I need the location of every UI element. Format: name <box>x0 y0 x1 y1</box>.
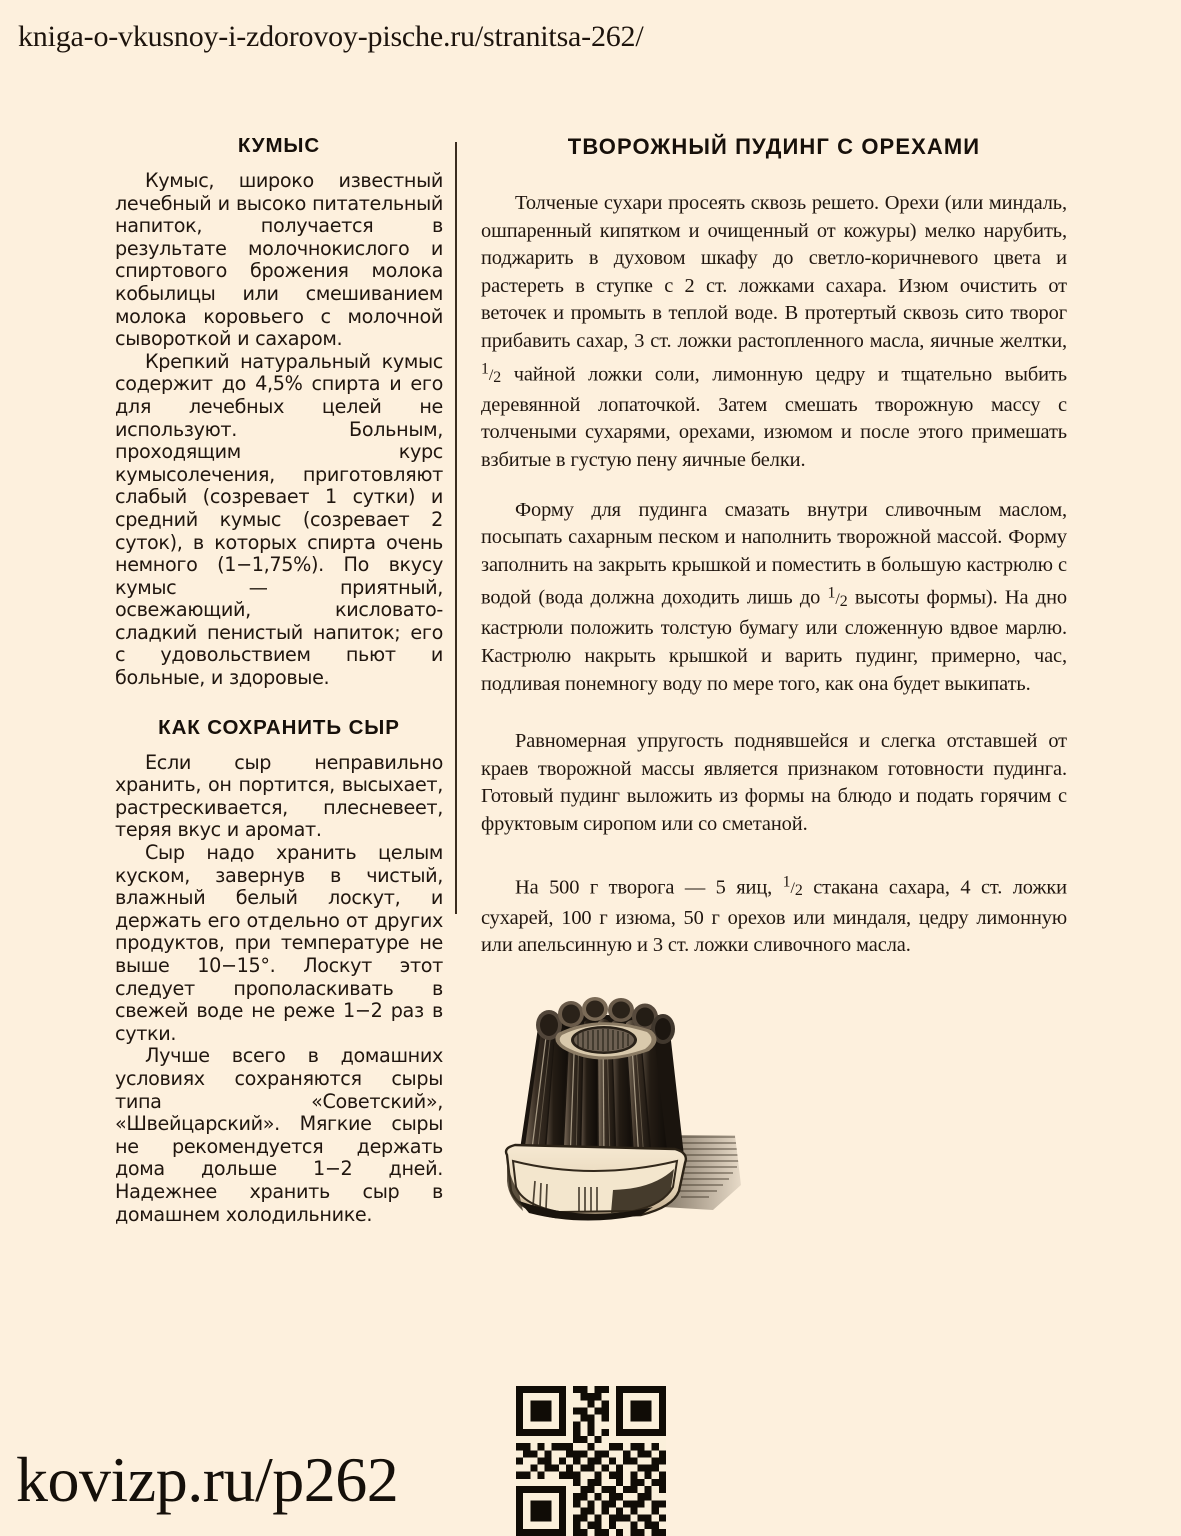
pudding-paragraph-2-part-b: высоты формы). На дно кастрюли положить толстую бумагу или сложенную вдвое марлю. Кастрюлю накрыть крышкой и варить пудинг, примерно, час, подливая понемногу воду по мере того, как она будет выкипать. <box>481 586 1067 695</box>
pudding-paragraph-2-part-a: Форму для пудинга смазать внутри сливочным маслом, посыпать сахарным песком и наполнить творожной массой. Форму заполнить на закрыть крышкой и поместить в большую кастрюлю с водой (вода должна доходить лишь до <box>481 498 1067 609</box>
fraction-one-half-c: $^1/_2$ <box>782 873 803 900</box>
cheese-paragraph-3: Лучше всего в домашних условиях сохраняются сыры типа «Советский», «Швейцарский». Мягкие сыры не рекомендуется держать дома дольше 1−2 дней. Надежнее хранить сыр в домашнем холодильнике. <box>115 1044 443 1226</box>
section-title-kumys: КУМЫС <box>237 134 321 157</box>
body-columns <box>0 134 1181 1226</box>
qr-code-svg <box>516 1386 666 1536</box>
section-title-cheese-storage: КАК СОХРАНИТЬ СЫР <box>158 715 400 739</box>
pudding-mold-engraving-svg <box>463 985 763 1255</box>
top-url-text: kniga-o-vkusnoy-i-zdorovoy-pische.ru/stranitsa-262/ <box>18 20 644 53</box>
column-divider <box>455 142 457 914</box>
pudding-paragraph-1-part-b: чайной ложки соли, лимонную цедру и тщательно выбить деревянной лопаточкой. Затем смешать творожную массу с толчеными сухарями, орехами, изюмом и после этого примешать взбитые в густую пену яичные белки. <box>481 363 1067 471</box>
ingredients-part-b: стакана сахара, 4 ст. ложки сухарей, 100 г изюма, 50 г орехов или миндаля, цедру лимонную или апельсинную и 3 ст. ложки сливочного масла. <box>481 876 1067 957</box>
right-column <box>481 134 1067 960</box>
pudding-paragraph-1-part-a: Толченые сухари просеять сквозь решето. Орехи (или миндаль, ошпаренный кипятком и очищенный от кожуры) мелко нарубить, поджарить в духовом шкафу до светло-коричневого цвета и растереть в ступке с 2 ст. ложками сахара. Изюм очистить от веточек и промыть в теплой воде. В протертый сквозь сито творог прибавить сахар, 3 ст. ложки растопленного масла, яичные желтки, <box>481 192 1067 352</box>
left-column <box>115 134 443 1226</box>
fraction-one-half-a: $^1/_2$ <box>481 360 502 387</box>
qr-code[interactable] <box>516 1386 666 1536</box>
pudding-paragraph-3: Равномерная упругость поднявшейся и слегка отставшей от краев творожной массы является признаком готовности пудинга. Готовый пудинг выложить из формы на блюдо и подать горячим с фруктовым сиропом или со сметаной. <box>481 730 1067 836</box>
mold-body <box>506 997 686 1221</box>
pudding-paragraph-1 <box>481 190 1067 475</box>
cheese-paragraph-1: Если сыр неправильно хранить, он портится, высыхает, растрескивается, плесневеет, теряя вкус и аромат. <box>115 750 443 842</box>
pudding-paragraph-2 <box>481 497 1067 699</box>
ingredients-part-a: На 500 г творога — 5 яиц, <box>515 876 783 899</box>
pudding-mold-illustration <box>463 985 763 1255</box>
fraction-one-half-b: $^1/_2$ <box>827 584 848 610</box>
kumys-paragraph-1: Кумыс, широко известный лечебный и высоко питательный напиток, получается в результате молочнокислого и спиртового брожения молока кобылицы или смешиванием молока коровьего с молочной сывороткой и сахаром. <box>115 169 443 351</box>
footer-url-text: kovizp.ru/p262 <box>16 1444 399 1515</box>
pudding-ingredients <box>481 869 1067 960</box>
cheese-paragraph-2: Сыр надо хранить целым куском, завернув в чистый, влажный белый лоскут, и держать его отдельно от других продуктов, при температуре не выше 10−15°. Лоскут этот следует прополаскивать в свежей воде не реже 1−2 раз в сутки. <box>115 841 443 1045</box>
kumys-paragraph-2: Крепкий натуральный кумыс содержит до 4,5% спирта и его для лечебных целей не используют. Больным, проходящим курс кумысолечения, приготовляют слабый (созревает 1 сутки) и средний кумыс (созревает 2 суток), в которых спирта очень немного (1−1,75%). По вкусу кумыс — приятный, освежающий, кисловато-сладкий пенистый напиток; его с удовольствием пьют и больные, и здоровые. <box>115 349 443 690</box>
section-title-curd-pudding: ТВОРОЖНЫЙ ПУДИНГ С ОРЕХАМИ <box>567 134 981 159</box>
